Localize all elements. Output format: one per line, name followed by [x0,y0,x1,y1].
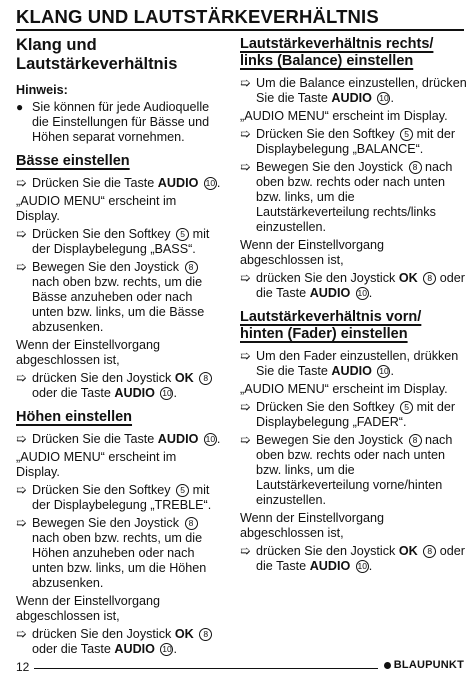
key-number-circle: 8 [185,517,198,530]
key-label: AUDIO [114,386,155,400]
key-number-circle: 10 [205,178,216,188]
completion-text: Wenn der Einstellvorgang abgeschlossen ist, [16,594,160,623]
step-text: mit der Displaybelegung „BASS“. [32,227,210,256]
step-text: drücken Sie den Joystick [32,627,175,641]
header-rule [16,29,464,31]
step-text: Bewegen Sie den Joystick [32,516,183,530]
pointing-hand-icon: ➯ [16,227,27,241]
key-label: OK [174,371,194,385]
completion-text: Wenn der Einstellvorgang abgeschlossen ist, [16,338,160,367]
brand-name: BLAUPUNKT [393,659,464,671]
pointing-hand-icon: ➯ [16,483,27,497]
treble-step-2 [16,483,221,513]
key-number-circle: 5 [176,484,189,497]
display-message: „AUDIO MENU“ erscheint im Display. [16,194,177,223]
completion-text: Wenn der Einstellvorgang abgeschlossen ist, [240,238,384,267]
step-text: mit der Displaybelegung „TREBLE“. [32,483,212,512]
key-number-circle: 5 [400,401,413,414]
step-text: oder die Taste [32,642,115,656]
treble-heading: Höhen einstellen [16,409,133,425]
pointing-hand-icon: ➯ [240,400,251,414]
page-number: 12 [16,660,30,674]
key-number-circle: 10 [357,561,368,571]
fader-heading: Lautstärkeverhältnis vorn/ hinten (Fader) einstellen [240,309,422,342]
step-text: Drücken Sie die Taste [32,176,158,190]
completion-text: Wenn der Einstellvorgang abgeschlossen ist, [240,511,384,540]
balance-step-2 [240,127,468,157]
pointing-hand-icon: ➯ [240,160,251,174]
left-column [16,36,221,660]
step-text: . [173,642,177,656]
step-text: Um die Balance einzustellen, drücken Sie die Taste [256,76,467,105]
step-text: Drücken Sie den Softkey [256,127,399,141]
hint-item [16,100,221,145]
step-text: . [390,91,394,105]
step-text: Drücken Sie den Softkey [32,483,175,497]
bass-step-1 [16,176,221,191]
step-text: nach oben bzw. rechts, um die Höhen anzuheben oder nach unten bzw. links, um die Höhen abzusenken. [32,531,207,590]
step-text: Bewegen Sie den Joystick [256,160,407,174]
hint-text: Sie können für jede Audioquelle die Einstellungen für Bässe und Höhen separat vornehmen. [32,100,210,144]
pointing-hand-icon: ➯ [16,371,27,385]
key-number-circle: 10 [379,366,389,376]
page-header-title: KLANG UND LAUTSTÄRKEVERHÄLTNIS [16,6,379,27]
key-number-circle: 5 [176,228,189,241]
display-message: „AUDIO MENU“ erscheint im Display. [16,450,177,479]
fader-step-2 [240,400,468,430]
step-text: drücken Sie den Joystick [256,271,399,285]
fader-step-1 [240,349,468,379]
step-text: Drücken Sie den Softkey [32,227,175,241]
step-text: Bewegen Sie den Joystick [256,433,407,447]
pointing-hand-icon: ➯ [16,516,27,530]
key-number-circle: 5 [400,128,413,141]
blaupunkt-dot-icon [384,662,391,669]
step-text: . [368,559,373,573]
display-message: „AUDIO MENU“ erscheint im Display. [240,109,448,123]
balance-finish-step [240,271,468,301]
key-number-circle: 8 [423,272,436,285]
fader-finish-step [240,544,468,574]
key-label: AUDIO [157,432,199,446]
key-number-circle: 10 [379,93,389,103]
pointing-hand-icon: ➯ [240,433,251,447]
balance-step-1 [240,76,468,106]
treble-step-3 [16,516,221,591]
bass-finish-step [16,371,221,401]
bass-step-2 [16,227,221,257]
key-label: OK [398,544,418,558]
step-text: Bewegen Sie den Joystick [32,260,183,274]
treble-finish-step [16,627,221,657]
step-text: nach oben bzw. rechts oder nach unten bzw. links, um die Lautstärkeverteilung vorne/hinten einzustellen. [256,433,453,507]
pointing-hand-icon: ➯ [16,432,27,446]
balance-step-3 [240,160,468,235]
fader-step-3 [240,433,468,508]
bass-step-3 [16,260,221,335]
step-text: drücken Sie den Joystick [32,371,175,385]
step-text: Drücken Sie die Taste [32,432,158,446]
step-text: mit der Displaybelegung „FADER“. [256,400,456,429]
key-number-circle: 10 [205,434,216,444]
hint-label: Hinweis: [16,83,68,97]
key-number-circle: 10 [162,388,172,398]
bass-heading: Bässe einstellen [16,153,130,169]
pointing-hand-icon: ➯ [240,271,251,285]
key-label: AUDIO [114,642,155,656]
step-text: nach oben bzw. rechts, um die Bässe anzuheben oder nach unten bzw. links, um die Bässe abzusenken. [32,275,205,334]
step-text: oder die Taste [32,386,115,400]
display-message: „AUDIO MENU“ erscheint im Display. [240,382,448,396]
step-text: . [173,386,177,400]
footer-rule [34,668,378,669]
step-text: mit der Displaybelegung „BALANCE“. [256,127,456,156]
key-label: AUDIO [309,559,351,573]
pointing-hand-icon: ➯ [16,627,27,641]
bullet-icon: ● [16,100,24,114]
key-number-circle: 8 [199,372,212,385]
pointing-hand-icon: ➯ [240,127,251,141]
right-column [240,36,468,577]
key-number-circle: 8 [409,161,422,174]
pointing-hand-icon: ➯ [240,544,251,558]
step-text: . [216,432,221,446]
pointing-hand-icon: ➯ [240,76,251,90]
step-text: . [390,364,394,378]
key-label: AUDIO [157,176,199,190]
key-label: AUDIO [331,364,372,378]
key-label: AUDIO [331,91,372,105]
balance-heading: Lautstärkeverhältnis rechts/ links (Balance) einstellen [240,36,434,69]
key-number-circle: 8 [409,434,422,447]
key-number-circle: 10 [162,644,172,654]
pointing-hand-icon: ➯ [240,349,251,363]
step-text: drücken Sie den Joystick [256,544,399,558]
key-number-circle: 8 [199,628,212,641]
step-text: nach oben bzw. rechts oder nach unten bzw. links, um die Lautstärkeverteilung rechts/links einzustellen. [256,160,453,234]
key-label: OK [398,271,418,285]
key-number-circle: 8 [185,261,198,274]
step-text: . [368,286,373,300]
section-title: Klang und Lautstärkeverhältnis [16,36,178,73]
step-text: oder die Taste [256,544,465,573]
brand-logo [384,659,464,671]
key-number-circle: 10 [357,288,368,298]
treble-step-1 [16,432,221,447]
pointing-hand-icon: ➯ [16,176,27,190]
key-number-circle: 8 [423,545,436,558]
pointing-hand-icon: ➯ [16,260,27,274]
step-text: . [216,176,221,190]
key-label: OK [174,627,194,641]
step-text: Drücken Sie den Softkey [256,400,399,414]
step-text: oder die Taste [256,271,465,300]
key-label: AUDIO [309,286,351,300]
step-text: Um den Fader einzustellen, drükken Sie die Taste [256,349,459,378]
